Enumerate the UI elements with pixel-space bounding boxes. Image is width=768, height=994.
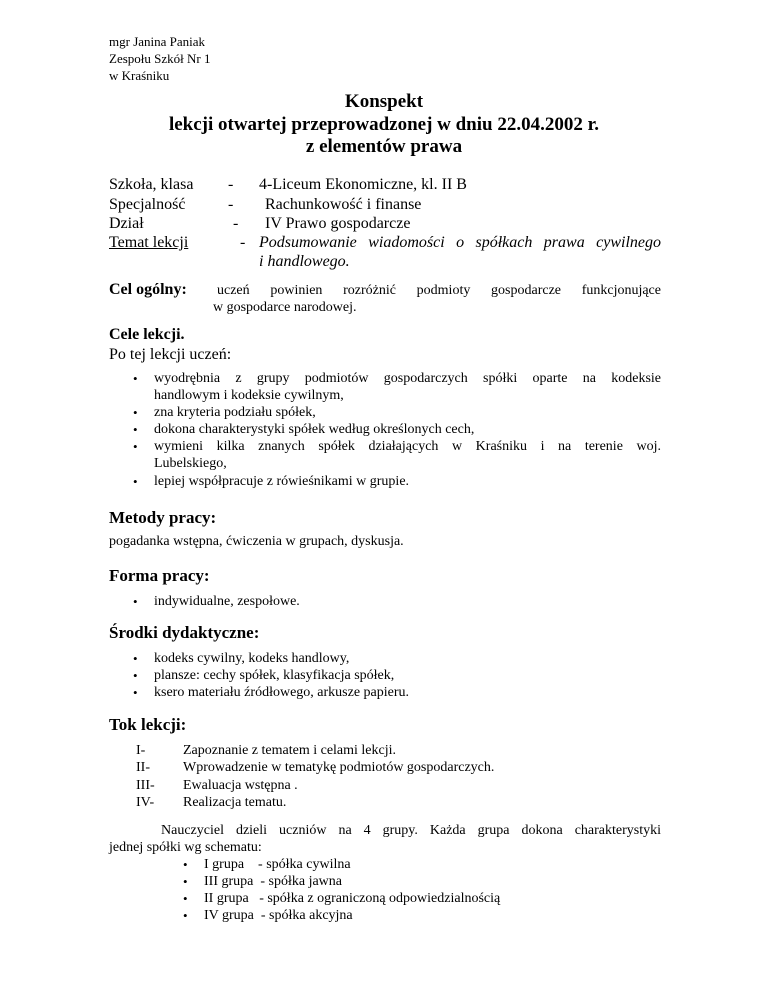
cele-intro: Po tej lekcji uczeń: bbox=[109, 346, 232, 363]
author-city: w Kraśniku bbox=[109, 68, 170, 83]
cel-ogolny-text-cont: w gospodarce narodowej. bbox=[213, 300, 357, 315]
forma-heading: Forma pracy: bbox=[109, 566, 210, 585]
cele-item: wyodrębnia z grupy podmiotów gospodarczych spółki oparte na kodeksie bbox=[154, 371, 661, 386]
field-value-szkola: 4-Liceum Ekonomiczne, kl. II B bbox=[259, 176, 467, 193]
metody-text: pogadanka wstępna, ćwiczenia w grupach, dyskusja. bbox=[109, 534, 404, 549]
field-dash: - bbox=[233, 215, 239, 232]
bullet-icon: • bbox=[133, 439, 138, 454]
field-label-dzial: Dział bbox=[109, 215, 144, 232]
title-line-2: lekcji otwartej przeprowadzonej w dniu 22.04.2002 r. bbox=[168, 114, 600, 135]
field-dash: - bbox=[228, 196, 234, 213]
cel-ogolny-text: uczeń powinien rozróżnić podmioty gospodarcze funkcjonujące bbox=[217, 283, 661, 298]
cele-item: wymieni kilka znanych spółek działających w Kraśniku i na terenie woj. bbox=[154, 439, 661, 454]
srodki-heading: Środki dydaktyczne: bbox=[109, 623, 260, 642]
field-dash: - bbox=[240, 234, 246, 251]
bullet-icon: • bbox=[133, 371, 138, 386]
field-value-dzial: IV Prawo gospodarcze bbox=[265, 215, 411, 232]
field-label-temat: Temat lekcji bbox=[109, 234, 189, 251]
tok-step-text: Realizacja tematu. bbox=[183, 795, 287, 810]
cel-ogolny-label: Cel ogólny: bbox=[109, 281, 187, 298]
tok-paragraph: Nauczyciel dzieli uczniów na 4 grupy. Każda grupa dokona charakterystyki bbox=[161, 823, 661, 838]
forma-item: indywidualne, zespołowe. bbox=[154, 594, 300, 609]
bullet-icon: • bbox=[183, 908, 188, 923]
bullet-icon: • bbox=[183, 857, 188, 872]
bullet-icon: • bbox=[133, 651, 138, 666]
tok-group-item: IV grupa - spółka akcyjna bbox=[204, 908, 353, 923]
tok-step-num: II- bbox=[136, 760, 150, 775]
tok-step-text: Ewaluacja wstępna . bbox=[183, 778, 298, 793]
tok-step-num: I- bbox=[136, 743, 146, 758]
bullet-icon: • bbox=[133, 474, 138, 489]
cele-item-cont: handlowym i kodeksie cywilnym, bbox=[154, 388, 344, 403]
field-label-specjalnosc: Specjalność bbox=[109, 196, 186, 213]
srodki-item: plansze: cechy spółek, klasyfikacja spółek, bbox=[154, 668, 395, 683]
tok-step-text: Wprowadzenie w tematykę podmiotów gospodarczych. bbox=[183, 760, 495, 775]
author-school: Zespołu Szkół Nr 1 bbox=[109, 51, 211, 66]
bullet-icon: • bbox=[133, 422, 138, 437]
cele-item: lepiej współpracuje z rówieśnikami w grupie. bbox=[154, 474, 410, 489]
title-line-3: z elementów prawa bbox=[305, 136, 463, 157]
tok-group-item: II grupa - spółka z ograniczoną odpowiedzialnością bbox=[204, 891, 501, 906]
srodki-item: kodeks cywilny, kodeks handlowy, bbox=[154, 651, 350, 666]
author-name: mgr Janina Paniak bbox=[109, 34, 206, 49]
bullet-icon: • bbox=[183, 874, 188, 889]
bullet-icon: • bbox=[183, 891, 188, 906]
tok-step-text: Zapoznanie z tematem i celami lekcji. bbox=[183, 743, 397, 758]
field-value-temat-cont: i handlowego. bbox=[259, 253, 350, 270]
cele-item: zna kryteria podziału spółek, bbox=[154, 405, 316, 420]
field-label-szkola: Szkoła, klasa bbox=[109, 176, 194, 193]
field-value-temat: Podsumowanie wiadomości o spółkach prawa cywilnego bbox=[259, 234, 661, 251]
tok-paragraph-cont: jednej spółki wg schematu: bbox=[109, 840, 262, 855]
tok-group-item: I grupa - spółka cywilna bbox=[204, 857, 351, 872]
bullet-icon: • bbox=[133, 668, 138, 683]
tok-heading: Tok lekcji: bbox=[109, 715, 187, 734]
cele-heading: Cele lekcji. bbox=[109, 326, 185, 343]
field-value-specjalnosc: Rachunkowość i finanse bbox=[265, 196, 422, 213]
bullet-icon: • bbox=[133, 405, 138, 420]
srodki-item: ksero materiału źródłowego, arkusze papieru. bbox=[154, 685, 410, 700]
bullet-icon: • bbox=[133, 594, 138, 609]
cele-item: dokona charakterystyki spółek według określonych cech, bbox=[154, 422, 475, 437]
tok-step-num: III- bbox=[136, 778, 155, 793]
metody-heading: Metody pracy: bbox=[109, 508, 217, 527]
cele-item-cont: Lubelskiego, bbox=[154, 456, 227, 471]
field-dash: - bbox=[228, 176, 234, 193]
tok-step-num: IV- bbox=[136, 795, 155, 810]
bullet-icon: • bbox=[133, 685, 138, 700]
title-line-1: Konspekt bbox=[344, 91, 424, 112]
tok-group-item: III grupa - spółka jawna bbox=[204, 874, 343, 889]
